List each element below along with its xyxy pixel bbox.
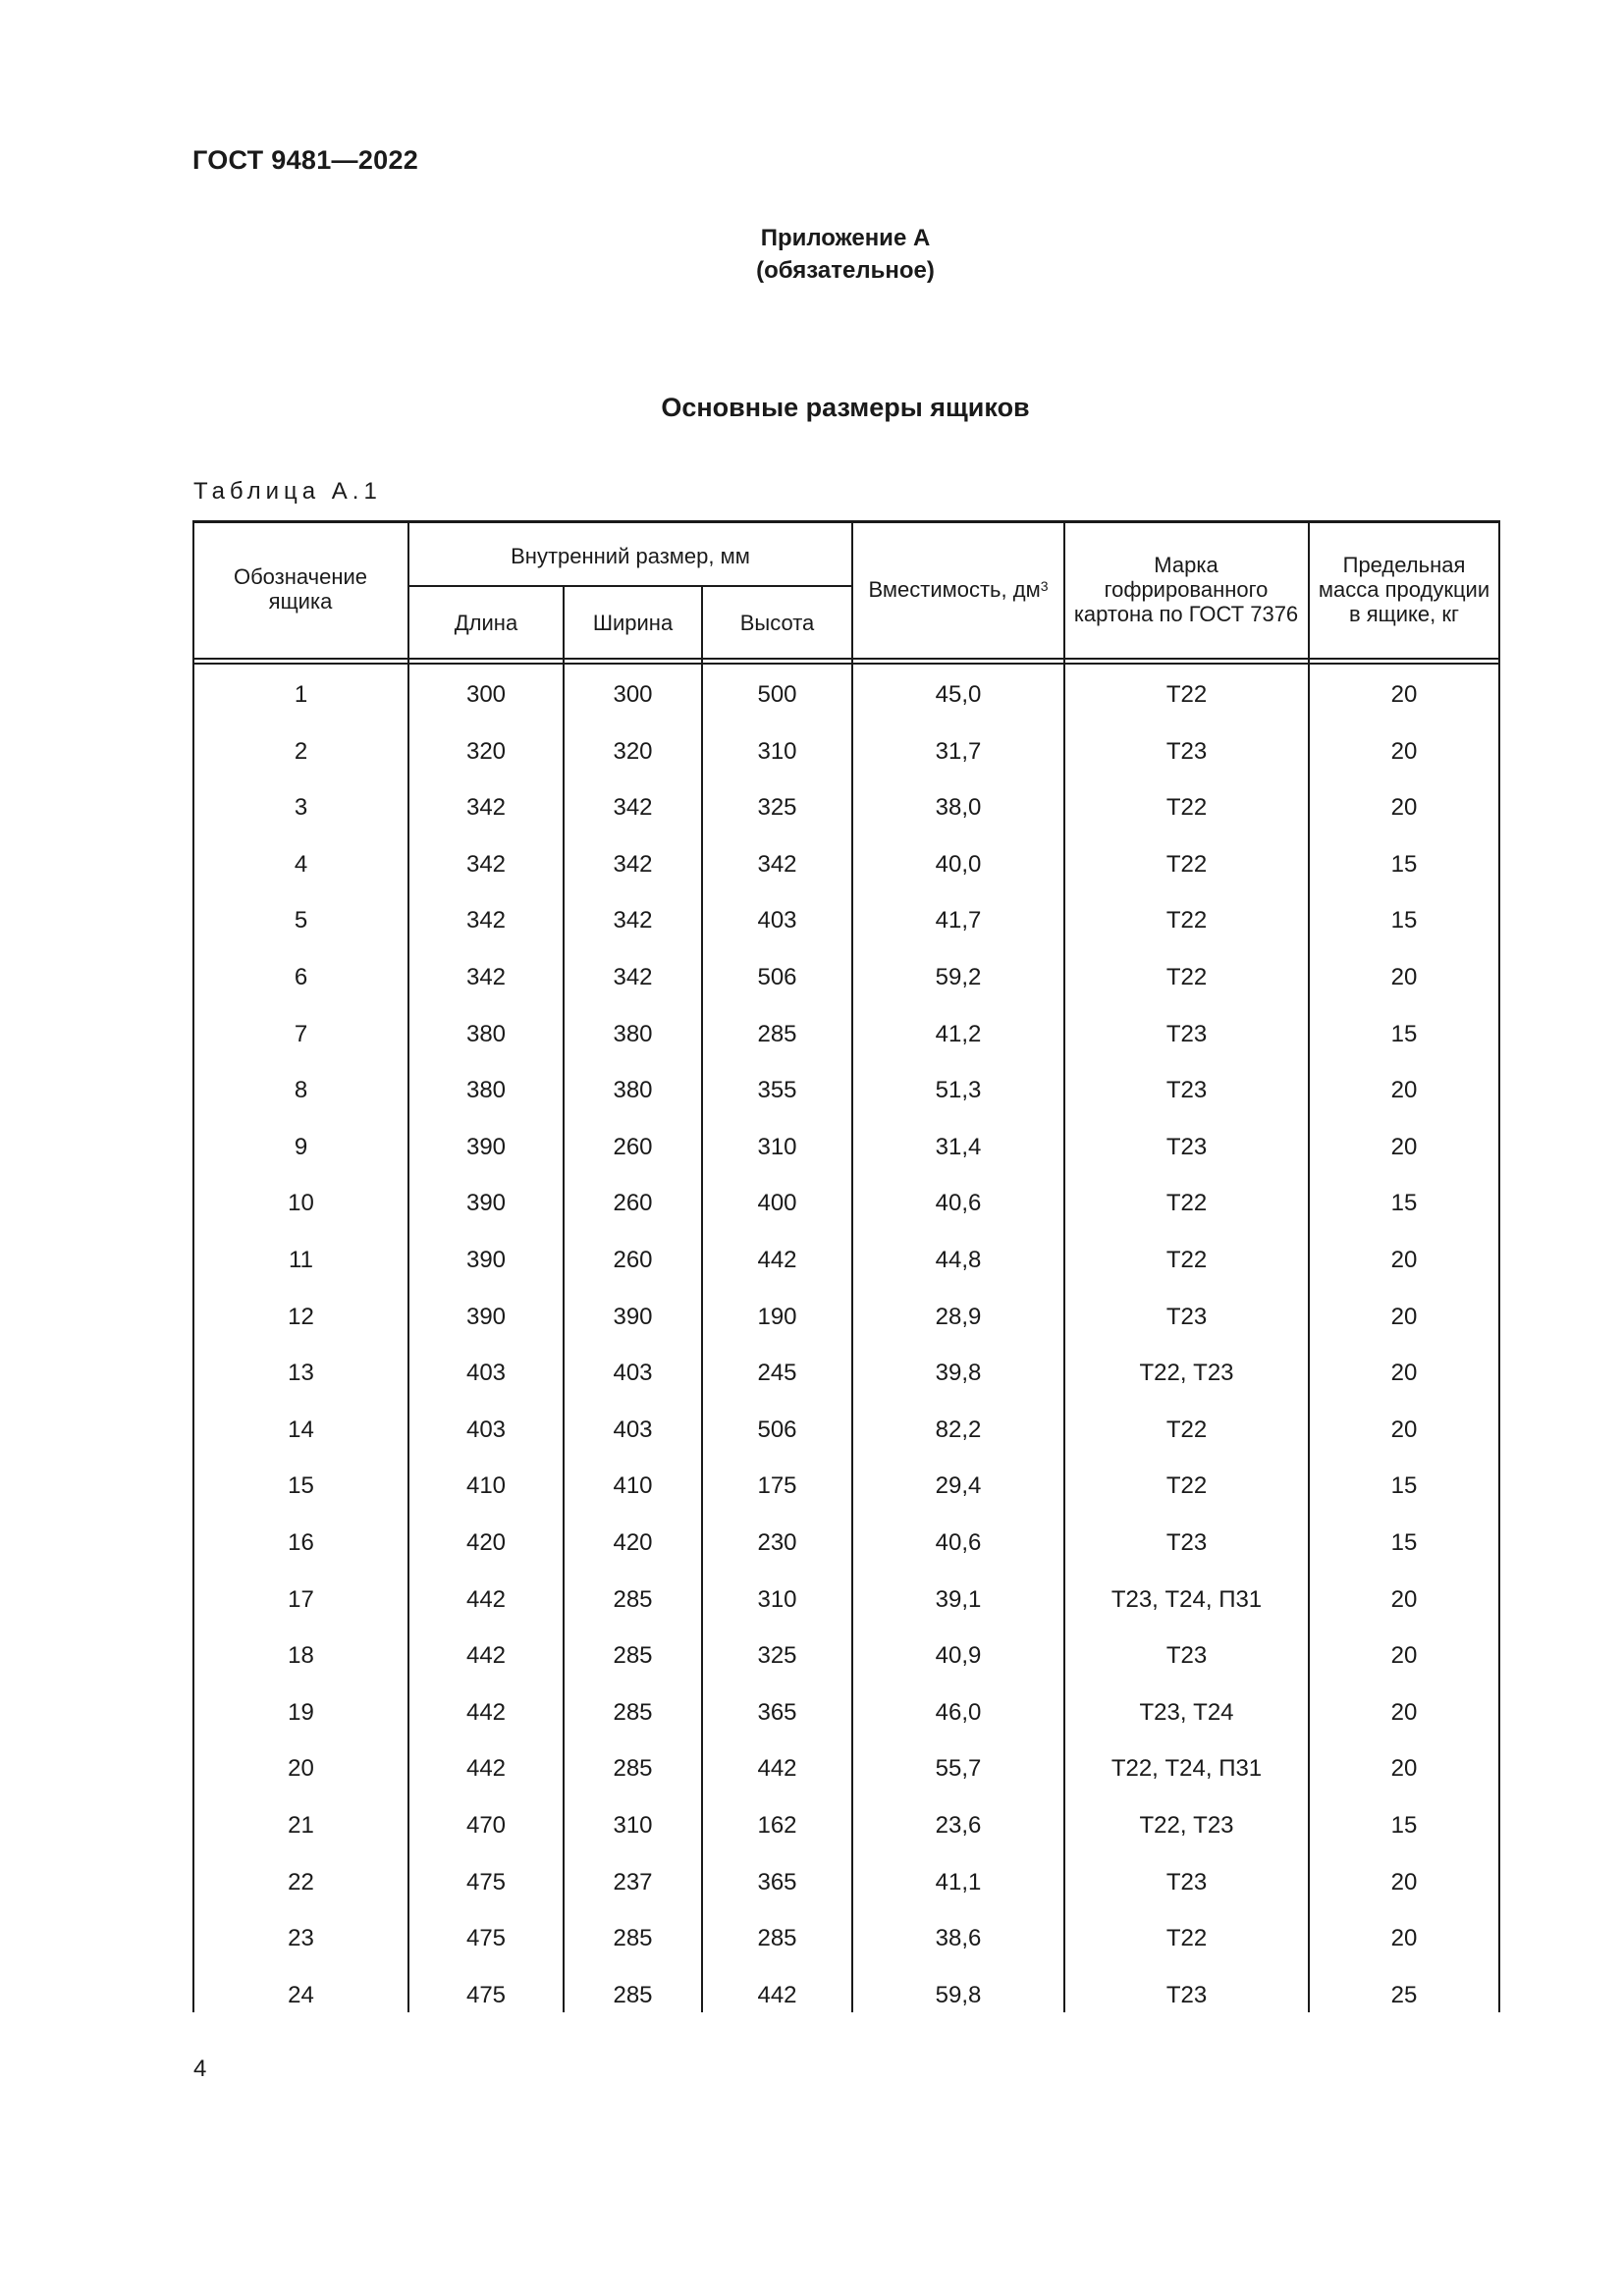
cell-capacity: 41,1: [935, 1868, 982, 1896]
cell-capacity: 40,0: [935, 850, 982, 878]
cell-width: 285: [613, 1585, 653, 1613]
cell-height: 310: [757, 737, 797, 765]
cell-cardboard-grade: Т23: [1165, 1868, 1208, 1896]
cell-cardboard-grade: Т22, Т23: [1139, 1812, 1234, 1839]
cell-designation: 20: [288, 1755, 314, 1783]
cell-width: 410: [613, 1472, 653, 1500]
cell-length: 442: [465, 1642, 507, 1670]
cell-height: 500: [757, 681, 797, 708]
cell-designation: 16: [288, 1529, 314, 1556]
cell-cardboard-grade: Т22, Т24, П31: [1110, 1755, 1263, 1783]
header-max-mass: Предельная масса продукции в ящике, кг: [1318, 552, 1490, 626]
cell-height: 310: [757, 1133, 797, 1160]
cell-width: 237: [613, 1868, 653, 1896]
table-row: [192, 1119, 1500, 1176]
table-row: [192, 892, 1500, 949]
cell-designation: 9: [294, 1133, 308, 1160]
cell-designation: 4: [294, 850, 308, 878]
cell-max-mass: 15: [1390, 850, 1418, 878]
header-double-rule-2: [192, 663, 1500, 665]
cell-cardboard-grade: Т23: [1165, 1642, 1208, 1670]
table-row: [192, 1345, 1500, 1402]
cell-capacity: 41,7: [935, 907, 982, 934]
cell-height: 230: [757, 1529, 797, 1556]
cell-capacity: 23,6: [935, 1812, 982, 1839]
cell-cardboard-grade: Т22: [1165, 1925, 1208, 1952]
cell-height: 310: [757, 1585, 797, 1613]
cell-max-mass: 15: [1390, 1190, 1418, 1217]
cell-designation: 6: [294, 964, 308, 990]
cell-length: 475: [465, 1981, 507, 2008]
table-row: [192, 949, 1500, 1006]
cell-height: 403: [757, 907, 797, 934]
cell-length: 470: [465, 1812, 507, 1839]
cell-length: 342: [465, 964, 507, 990]
cell-height: 325: [757, 1642, 797, 1670]
cell-capacity: 59,2: [935, 964, 982, 990]
cell-length: 300: [465, 681, 507, 708]
table-row: [192, 1740, 1500, 1797]
cell-width: 380: [613, 1077, 653, 1104]
cell-length: 380: [465, 1077, 507, 1104]
cell-length: 442: [465, 1698, 507, 1726]
cell-designation: 2: [294, 737, 308, 765]
cell-capacity: 39,1: [935, 1585, 982, 1613]
cell-designation: 18: [288, 1642, 314, 1670]
cell-capacity: 31,7: [935, 737, 982, 765]
cell-width: 260: [613, 1247, 653, 1273]
header-double-rule-1: [192, 658, 1500, 660]
table-row: [192, 1175, 1500, 1232]
cell-capacity: 40,6: [935, 1190, 982, 1217]
cell-length: 475: [465, 1925, 507, 1952]
cell-width: 260: [613, 1190, 653, 1217]
cell-width: 403: [613, 1360, 653, 1387]
header-width: Ширина: [592, 610, 674, 635]
cell-cardboard-grade: Т22: [1165, 794, 1208, 822]
standard-code: ГОСТ 9481—2022: [192, 145, 419, 175]
cell-max-mass: 20: [1390, 1247, 1418, 1273]
cell-cardboard-grade: Т22: [1165, 907, 1208, 934]
cell-designation: 23: [288, 1925, 314, 1952]
cell-height: 442: [757, 1981, 797, 2008]
cell-length: 342: [465, 850, 507, 878]
cell-designation: 7: [294, 1020, 308, 1047]
cell-length: 410: [465, 1472, 507, 1500]
cell-cardboard-grade: Т22: [1165, 1472, 1208, 1500]
cell-max-mass: 20: [1390, 1133, 1418, 1160]
cell-cardboard-grade: Т22: [1165, 964, 1208, 990]
cell-capacity: 38,0: [935, 794, 982, 822]
cell-max-mass: 20: [1390, 1360, 1418, 1387]
cell-height: 325: [757, 794, 797, 822]
header-capacity: Вместимость, дм $^3$: [868, 576, 1049, 602]
cell-length: 390: [465, 1190, 507, 1217]
cell-length: 390: [465, 1133, 507, 1160]
cell-capacity: 29,4: [935, 1472, 982, 1500]
cell-height: 355: [757, 1077, 797, 1104]
cell-height: 442: [757, 1755, 797, 1783]
header-height: Высота: [739, 610, 815, 635]
cell-cardboard-grade: Т23: [1165, 1981, 1208, 2008]
cell-capacity: 82,2: [935, 1415, 982, 1443]
cell-capacity: 31,4: [935, 1133, 982, 1160]
cell-width: 310: [613, 1812, 653, 1839]
table-row: [192, 723, 1500, 780]
cell-max-mass: 20: [1390, 1698, 1418, 1726]
cell-max-mass: 20: [1390, 1303, 1418, 1330]
cell-height: 285: [757, 1020, 797, 1047]
cell-cardboard-grade: Т23: [1165, 1529, 1208, 1556]
cell-length: 442: [465, 1755, 507, 1783]
table-row: [192, 667, 1500, 723]
table-row: [192, 779, 1500, 836]
cell-width: 260: [613, 1133, 653, 1160]
cell-max-mass: 20: [1390, 1585, 1418, 1613]
table-row: [192, 1402, 1500, 1459]
cell-width: 390: [613, 1303, 653, 1330]
cell-max-mass: 20: [1390, 737, 1418, 765]
cell-length: 442: [465, 1585, 507, 1613]
cell-capacity: 44,8: [935, 1247, 982, 1273]
cell-designation: 24: [288, 1981, 314, 2008]
cell-height: 400: [757, 1190, 797, 1217]
cell-cardboard-grade: Т22: [1165, 681, 1208, 708]
dimensions-table: [192, 520, 1500, 2012]
cell-height: 506: [757, 1415, 797, 1443]
cell-capacity: 40,9: [935, 1642, 982, 1670]
cell-cardboard-grade: Т23: [1165, 1303, 1208, 1330]
cell-width: 342: [613, 964, 653, 990]
cell-width: 285: [613, 1981, 653, 2008]
cell-width: 285: [613, 1755, 653, 1783]
cell-width: 320: [613, 737, 653, 765]
table-row: [192, 1515, 1500, 1572]
cell-height: 175: [757, 1472, 797, 1500]
cell-capacity: 55,7: [935, 1755, 982, 1783]
cell-width: 420: [613, 1529, 653, 1556]
cell-cardboard-grade: Т22: [1165, 1190, 1208, 1217]
cell-width: 342: [613, 850, 653, 878]
cell-max-mass: 15: [1390, 1472, 1418, 1500]
table-row: [192, 1684, 1500, 1741]
cell-max-mass: 20: [1390, 1868, 1418, 1896]
cell-height: 342: [757, 850, 797, 878]
cell-capacity: 59,8: [935, 1981, 982, 2008]
cell-max-mass: 20: [1390, 1642, 1418, 1670]
cell-width: 342: [613, 794, 653, 822]
cell-width: 342: [613, 907, 653, 934]
cell-max-mass: 20: [1390, 681, 1418, 708]
header-capacity-text: Вместимость, дм: [868, 576, 1041, 602]
section-title: Основные размеры ящиков: [661, 393, 1030, 422]
table-caption: Таблица А.1: [193, 478, 382, 505]
cell-capacity: 40,6: [935, 1529, 982, 1556]
cell-capacity: 46,0: [935, 1698, 982, 1726]
cell-cardboard-grade: Т23: [1165, 1020, 1208, 1047]
cell-length: 420: [465, 1529, 507, 1556]
cell-max-mass: 20: [1390, 794, 1418, 822]
cell-cardboard-grade: Т22: [1165, 1415, 1208, 1443]
cell-cardboard-grade: Т23: [1165, 1077, 1208, 1104]
table-row: [192, 1628, 1500, 1684]
cell-capacity: 38,6: [935, 1925, 982, 1952]
table-row: [192, 1967, 1500, 2024]
cell-designation: 10: [288, 1190, 314, 1217]
cell-length: 342: [465, 794, 507, 822]
cell-length: 342: [465, 907, 507, 934]
header-cardboard-grade: Марка гофрированного картона по ГОСТ 7376: [1073, 552, 1299, 626]
cell-width: 403: [613, 1415, 653, 1443]
header-inner-size: Внутренний размер, мм: [511, 543, 750, 568]
cell-max-mass: 20: [1390, 1925, 1418, 1952]
table-row: [192, 1232, 1500, 1289]
cell-designation: 1: [294, 681, 308, 708]
cell-height: 365: [757, 1868, 797, 1896]
cell-cardboard-grade: Т22, Т23: [1139, 1360, 1234, 1387]
cell-length: 320: [465, 737, 507, 765]
table-row: [192, 1572, 1500, 1629]
cell-capacity: 45,0: [935, 681, 982, 708]
cell-capacity: 39,8: [935, 1360, 982, 1387]
page-number: 4: [193, 2056, 207, 2082]
cell-designation: 22: [288, 1868, 314, 1896]
cell-cardboard-grade: Т22: [1165, 850, 1208, 878]
cell-capacity: 41,2: [935, 1020, 982, 1047]
cell-length: 380: [465, 1020, 507, 1047]
table-top-border: [192, 520, 1500, 523]
table-row: [192, 1910, 1500, 1967]
cell-width: 380: [613, 1020, 653, 1047]
cell-designation: 3: [294, 794, 308, 822]
cell-height: 506: [757, 964, 797, 990]
table-row: [192, 1854, 1500, 1911]
cell-designation: 21: [288, 1812, 314, 1839]
table-row: [192, 1458, 1500, 1515]
header-length: Длина: [454, 610, 518, 635]
cell-max-mass: 15: [1390, 1812, 1418, 1839]
cell-length: 475: [465, 1868, 507, 1896]
cell-max-mass: 15: [1390, 1529, 1418, 1556]
cell-length: 403: [465, 1415, 507, 1443]
cell-width: 300: [613, 681, 653, 708]
cell-designation: 14: [288, 1415, 314, 1443]
cell-height: 245: [757, 1360, 797, 1387]
cell-max-mass: 15: [1390, 907, 1418, 934]
cell-cardboard-grade: Т23: [1165, 1133, 1208, 1160]
cell-designation: 5: [294, 907, 308, 934]
annex-title: Приложение А: [760, 225, 931, 251]
cell-designation: 17: [288, 1585, 314, 1613]
cell-cardboard-grade: Т22: [1165, 1247, 1208, 1273]
table-row: [192, 836, 1500, 893]
cell-cardboard-grade: Т23: [1165, 737, 1208, 765]
cell-height: 162: [757, 1812, 797, 1839]
annex-heading: [192, 222, 1498, 287]
cell-capacity: 51,3: [935, 1077, 982, 1104]
cell-designation: 19: [288, 1698, 314, 1726]
cell-designation: 13: [288, 1360, 314, 1387]
cell-designation: 8: [294, 1077, 308, 1104]
cell-height: 285: [757, 1925, 797, 1952]
table-row: [192, 1006, 1500, 1063]
cell-length: 390: [465, 1303, 507, 1330]
table-row: [192, 1289, 1500, 1346]
cell-designation: 15: [288, 1472, 314, 1500]
cell-height: 365: [757, 1698, 797, 1726]
cell-max-mass: 20: [1390, 964, 1418, 990]
annex-status: (обязательное): [756, 257, 935, 284]
inner-size-group-rule: [407, 585, 852, 587]
table-row: [192, 1062, 1500, 1119]
cell-height: 190: [757, 1303, 797, 1330]
cell-width: 285: [613, 1642, 653, 1670]
cell-capacity: 28,9: [935, 1303, 982, 1330]
cell-cardboard-grade: Т23, Т24, П31: [1110, 1585, 1263, 1613]
cell-width: 285: [613, 1925, 653, 1952]
cell-max-mass: 20: [1390, 1415, 1418, 1443]
cell-max-mass: 20: [1390, 1755, 1418, 1783]
cell-cardboard-grade: Т23, Т24: [1139, 1698, 1234, 1726]
cell-max-mass: 25: [1390, 1981, 1418, 2008]
cell-designation: 12: [288, 1303, 314, 1330]
header-designation: Обозначение ящика: [233, 564, 368, 614]
cell-designation: 11: [289, 1247, 313, 1273]
cell-max-mass: 20: [1390, 1077, 1418, 1104]
table-row: [192, 1797, 1500, 1854]
cell-max-mass: 15: [1390, 1020, 1418, 1047]
cell-length: 390: [465, 1247, 507, 1273]
cell-length: 403: [465, 1360, 507, 1387]
cell-width: 285: [613, 1698, 653, 1726]
cell-height: 442: [757, 1247, 797, 1273]
